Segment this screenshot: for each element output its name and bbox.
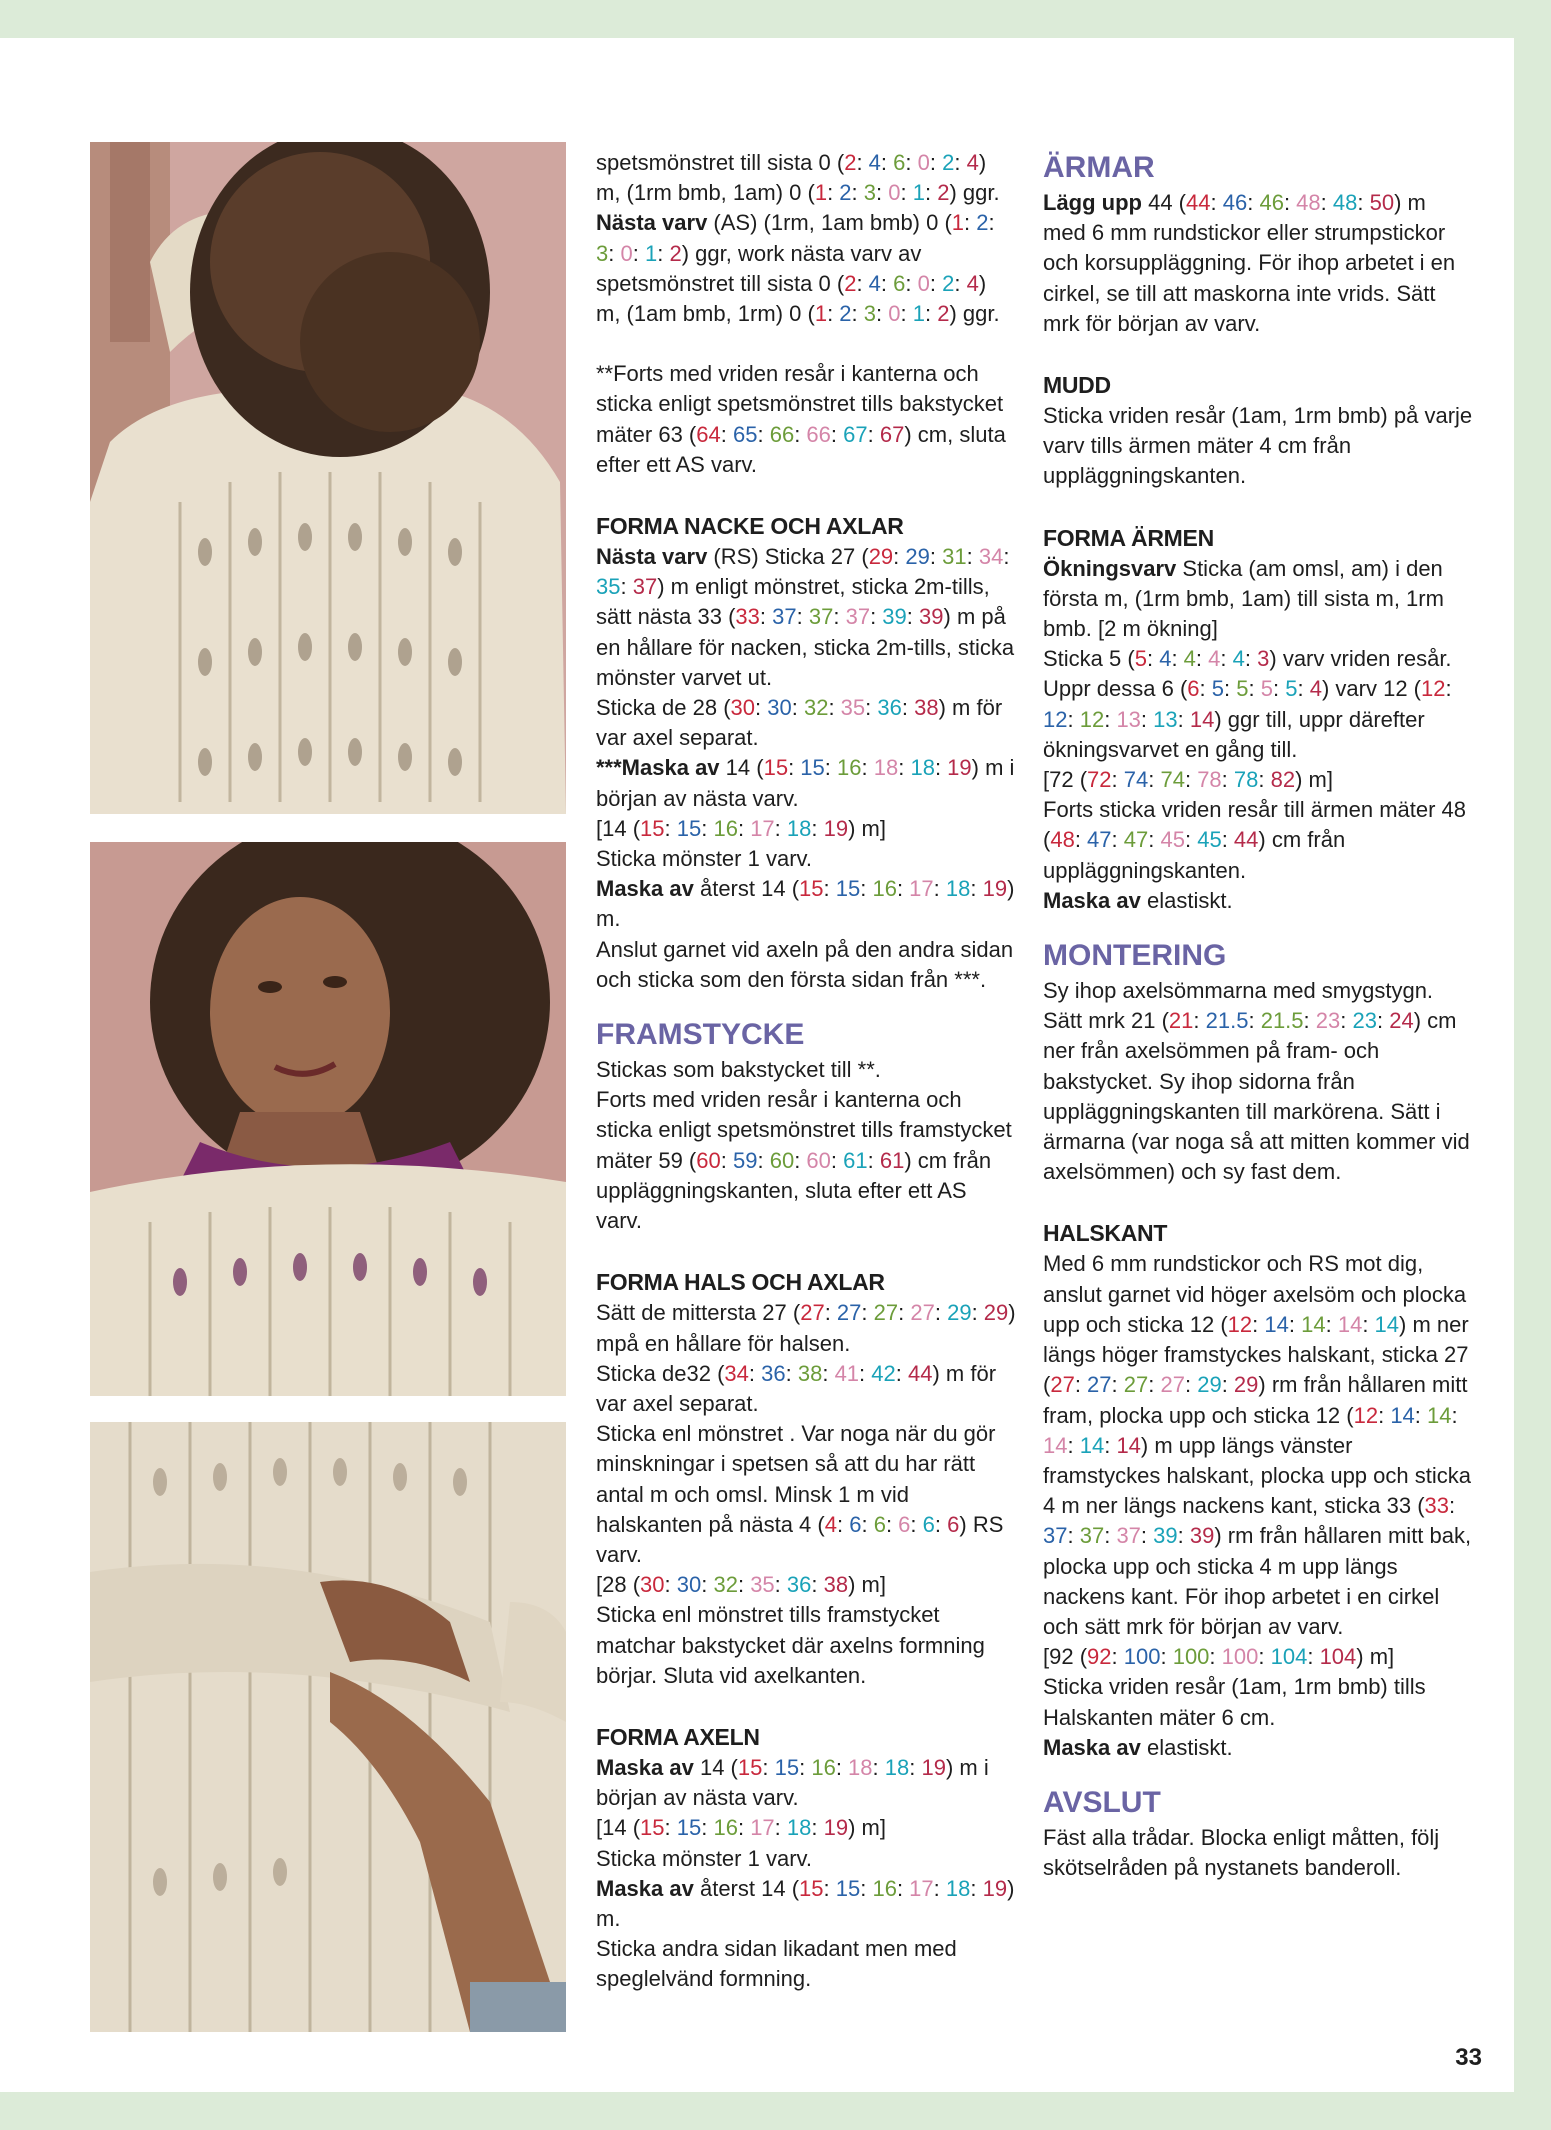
paragraph: Sticka 5 (5: 4: 4: 4: 4: 3) varv vriden resår. xyxy=(1043,646,1452,672)
paragraph: [92 (92: 100: 100: 100: 104: 104) m] xyxy=(1043,1644,1395,1670)
page-number: 33 xyxy=(1455,2044,1482,2071)
paragraph: [14 (15: 15: 16: 17: 18: 19) m] xyxy=(596,815,886,841)
paragraph: Sy ihop axelsömmarna med smygstygn. Sätt mrk 21 (21: 21.5: 21.5: 23: 23: 24) cm ner från axelsömmen på fram- och bakstycket. Sy ihop sidorna från uppläggningskanten till markörena. Sätt i ärmarna (var noga så att mitten kommer vid axelsömmen) och sy fast dem. xyxy=(1043,978,1470,1185)
paragraph: Uppr dessa 6 (6: 5: 5: 5: 5: 4) varv 12 (12: 12: 12: 13: 13: 14) ggr till, uppr därefter ökningsvarvet en gång till. xyxy=(1043,676,1452,762)
sweater-back-photo xyxy=(90,142,566,814)
paragraph: ***Maska av 14 (15: 15: 16: 18: 18: 19) m i början av nästa varv. xyxy=(596,755,1015,811)
paragraph: Sticka enl mönstret tills framstycket matchar bakstycket där axelns formning börjar. Sluta vid axelkanten. xyxy=(596,1602,985,1688)
paragraph: Sticka mönster 1 varv. xyxy=(596,1845,812,1871)
paragraph: Maska av 14 (15: 15: 16: 18: 18: 19) m i början av nästa varv. xyxy=(596,1754,989,1811)
paragraph: **Forts med vriden resår i kanterna och sticka enligt spetsmönstret tills bakstycket mäter 63 (64: 65: 66: 66: 67: 67) cm, sluta efter ett AS varv. xyxy=(596,361,1006,477)
paragraph: [72 (72: 74: 74: 78: 78: 82) m] xyxy=(1043,767,1333,793)
heading-forma-hals: FORMA HALS OCH AXLAR xyxy=(596,1269,885,1296)
heading-armar: ÄRMAR xyxy=(1043,151,1155,184)
paragraph: Maska av elastiskt. xyxy=(1043,1734,1233,1760)
magazine-page xyxy=(0,38,1514,2092)
paragraph: Forts sticka vriden resår till ärmen mäter 48 (48: 47: 47: 45: 45: 44) cm från uppläggningskanten. xyxy=(1043,797,1467,883)
heading-forma-armen: FORMA ÄRMEN xyxy=(1043,524,1214,551)
paragraph: Sticka de32 (34: 36: 38: 41: 42: 44) m för var axel separat. xyxy=(596,1360,997,1416)
paragraph: Forts med vriden resår i kanterna och sticka enligt spetsmönstret tills framstycket mäter 59 (60: 59: 60: 60: 61: 61) cm från uppläggningskanten, sluta efter ett AS varv. xyxy=(596,1087,1012,1234)
paragraph: Sticka vriden resår (1am, 1rm bmb) på varje varv tills ärmen mäter 4 cm från uppläggningskanten. xyxy=(1043,403,1473,489)
sleeve-detail-photo xyxy=(90,1422,566,2032)
paragraph: Maska av återst 14 (15: 15: 16: 17: 18: 19) m. xyxy=(596,1875,1015,1931)
paragraph: Ökningsvarv Sticka (am omsl, am) i den första m, (1rm bmb, 1am) till sista m, 1rm bmb. [2 m ökning] xyxy=(1043,555,1444,642)
paragraph: Sätt de mittersta 27 (27: 27: 27: 27: 29: 29) mpå en hållare för halsen. xyxy=(596,1300,1016,1356)
paragraph: Fäst alla trådar. Blocka enligt måtten, följ skötselråden på nystanets banderoll. xyxy=(1043,1824,1440,1881)
paragraph: Maska av återst 14 (15: 15: 16: 17: 18: 19) m. xyxy=(596,876,1015,932)
heading-framstycke: FRAMSTYCKE xyxy=(596,1018,805,1052)
heading-halskant: HALSKANT xyxy=(1043,1220,1168,1247)
heading-montering: MONTERING xyxy=(1043,939,1227,973)
paragraph: Sticka enl mönstret . Var noga när du gör minskningar i spetsen så att du har rätt antal m och omsl. Minsk 1 m vid halskanten på nästa 4 (4: 6: 6: 6: 6: 6) RS varv. xyxy=(596,1421,1004,1567)
heading-forma-nacke: FORMA NACKE OCH AXLAR xyxy=(596,513,904,540)
paragraph: Sticka vriden resår (1am, 1rm bmb) tills Halskanten mäter 6 cm. xyxy=(1043,1674,1426,1730)
paragraph: Stickas som bakstycket till **. xyxy=(596,1057,881,1083)
paragraph: Anslut garnet vid axeln på den andra sidan och sticka som den första sidan från ***. xyxy=(596,936,1014,992)
paragraph: Sticka andra sidan likadant men med speglelvänd formning. xyxy=(596,1936,957,1992)
paragraph: Med 6 mm rundstickor och RS mot dig, anslut garnet vid höger axelsöm och plocka upp och sticka 12 (12: 14: 14: 14: 14) m ner längs höger framstyckes halskant, sticka 27 (27: 27: 27: 27: 29: 29) rm från hållaren mitt fram, plocka upp och sticka 12 (12: 14: 14: 14: 14: 14) m upp längs vänster framstyckes halskant, plocka upp och sticka 4 m ner längs nackens kant, sticka 33 (33: 37: 37: 37: 39: 39) rm från hållaren mitt bak, plocka upp och sticka 4 m upp längs nackens kant. För ihop arbetet i en cirkel och sätt mrk för början av varv. xyxy=(1043,1251,1472,1639)
middle-text-column xyxy=(596,148,1016,1995)
model-portrait-photo xyxy=(90,842,566,1396)
paragraph: spetsmönstret till sista 0 (2: 4: 6: 0: 2: 4) m, (1rm bmb, 1am) 0 (1: 2: 3: 0: 1: 2) ggr. xyxy=(596,150,1000,206)
paragraph: [14 (15: 15: 16: 17: 18: 19) m] xyxy=(596,1815,886,1841)
heading-forma-axeln: FORMA AXELN xyxy=(596,1723,760,1750)
paragraph: Sticka mönster 1 varv. xyxy=(596,846,812,872)
paragraph: Lägg upp 44 (44: 46: 46: 48: 48: 50) m med 6 mm rundstickor eller strumpstickor och korsuppläggning. För ihop arbetet i en cirkel, se till att maskorna inte vrids. Sätt mrk för början av varv. xyxy=(1043,190,1456,336)
paragraph: [28 (30: 30: 32: 35: 36: 38) m] xyxy=(596,1572,886,1598)
paragraph: Nästa varv (RS) Sticka 27 (29: 29: 31: 34: 35: 37) m enligt mönstret, sticka 2m-tills, sätt nästa 33 (33: 37: 37: 37: 39: 39) m på en hållare för nacken, sticka 2m-tills, sticka mönster varvet ut. xyxy=(596,544,1015,690)
right-text-column xyxy=(1043,148,1473,1883)
paragraph: Maska av elastiskt. xyxy=(1043,887,1233,913)
heading-mudd: MUDD xyxy=(1043,372,1111,399)
paragraph: Sticka de 28 (30: 30: 32: 35: 36: 38) m för var axel separat. xyxy=(596,695,1003,751)
heading-avslut: AVSLUT xyxy=(1043,1785,1161,1819)
paragraph: Nästa varv (AS) (1rm, 1am bmb) 0 (1: 2: 3: 0: 1: 2) ggr, work nästa varv av spetsmönstret till sista 0 (2: 4: 6: 0: 2: 4) m, (1am bmb, 1rm) 0 (1: 2: 3: 0: 1: 2) ggr. xyxy=(596,210,1000,327)
